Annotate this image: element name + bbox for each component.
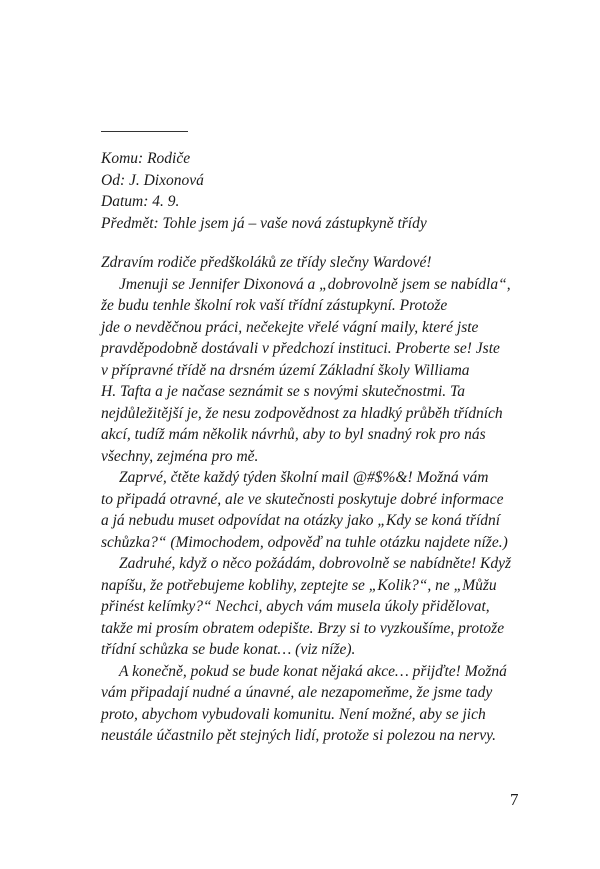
letter-line: H. Tafta a je načase seznámit se s novými skutečnostmi. Ta — [101, 383, 465, 400]
letter-line: pravděpodobně dostávali v předchozí instituci. Proberte se! Jste — [101, 340, 500, 357]
memo-to: Komu: Rodiče — [101, 150, 191, 167]
letter-line: nejdůležitější je, že nesu zodpovědnost za hladký průběh třídních — [101, 404, 503, 422]
memo-from: Od: J. Dixonová — [101, 171, 204, 189]
letter-line: přinést kelímky?“ Nechci, abych vám musela úkoly přidělovat, — [101, 598, 490, 615]
header-divider — [101, 131, 188, 132]
letter-line: všechny, zejména pro mě. — [101, 447, 259, 465]
letter-line: napíšu, že potřebujeme koblihy, zeptejte se „Kolik?“, ne „Můžu — [101, 576, 497, 594]
memo-date: Datum: 4. 9. — [101, 193, 180, 210]
letter-line: A konečně, pokud se bude konat nějaká akce… přijďte! Možná — [119, 662, 507, 680]
letter-line: akcí, tudíž mám několik návrhů, aby to byl snadný rok pro nás — [101, 426, 486, 443]
memo-header — [101, 148, 521, 234]
letter-line: schůzka?“ (Mimochodem, odpověď na tuhle otázku najdete níže.) — [101, 533, 508, 551]
letter-line: a já nebudu muset odpovídat na otázky jako „Kdy se koná třídní — [101, 512, 501, 529]
letter-line: proto, abychom vybudovali komunitu. Není možné, aby se jich — [101, 705, 486, 723]
letter-line: Zdravím rodiče předškoláků ze třídy slečny Wardové! — [101, 254, 432, 271]
letter-line: jde o nevděčnou práci, nečekejte vřelé vágní maily, které jste — [101, 318, 479, 336]
letter-line: takže mi prosím obratem odepište. Brzy si to vyzkoušíme, protože — [101, 619, 505, 637]
letter-line: neustále účastnilo pět stejných lidí, protože si polezou na nervy. — [101, 727, 497, 744]
letter-line: třídní schůzka se bude konat… (viz níže). — [101, 641, 356, 658]
memo-subject: Předmět: Tohle jsem já – vaše nová zástupkyně třídy — [101, 214, 427, 232]
letter-line: Zaprvé, čtěte každý týden školní mail @#$%&! Možná vám — [119, 469, 489, 486]
letter-line: to připadá otravné, ale ve skutečnosti poskytuje dobré informace — [101, 490, 504, 508]
letter-line: v přípravné třídě na drsném území Základní školy Williama — [101, 361, 470, 379]
letter-line: vám připadají nudné a únavné, ale nezapomeňme, že jsme tady — [101, 684, 493, 701]
letter-line: Zadruhé, když o něco požádám, dobrovolně se nabídněte! Když — [119, 555, 512, 572]
letter-line: že budu tenhle školní rok vaší třídní zástupkyní. Protože — [101, 297, 448, 314]
page-number: 7 — [510, 790, 519, 809]
letter-body — [101, 252, 521, 747]
letter-line: Jmenuji se Jennifer Dixonová a „dobrovolně jsem se nabídla“, — [119, 275, 511, 293]
